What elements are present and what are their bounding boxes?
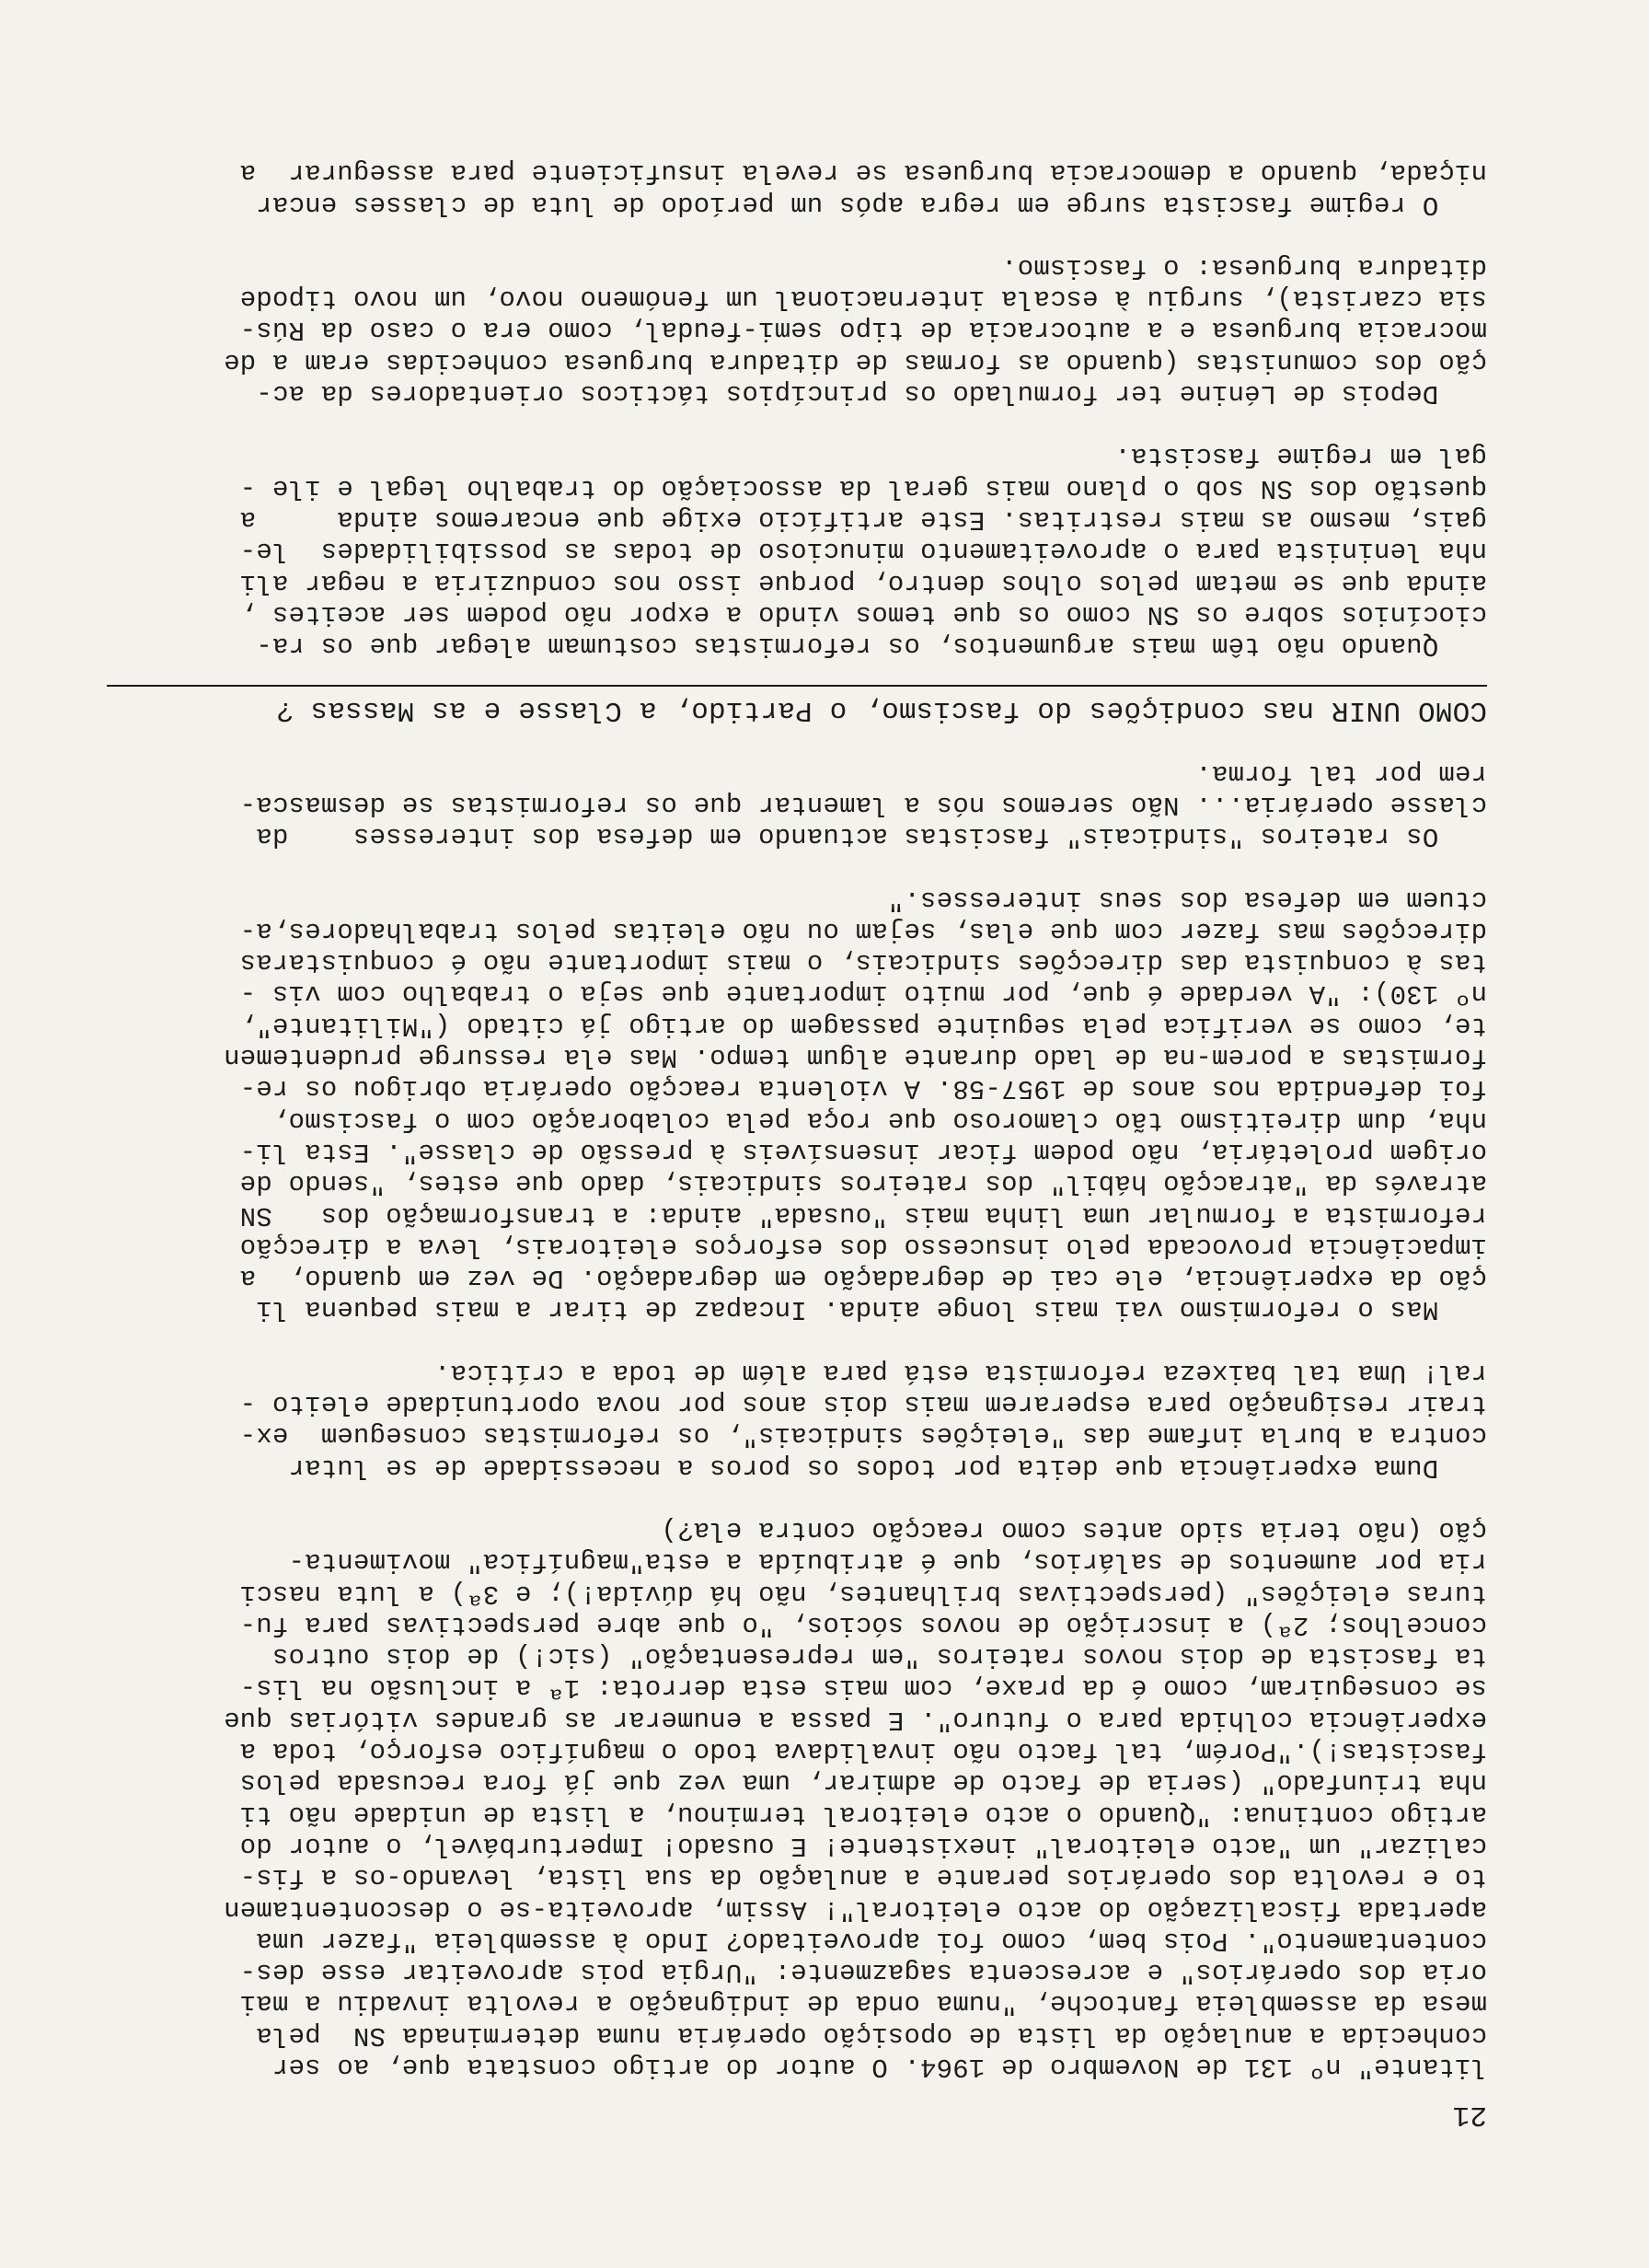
text-line: reformista a formular uma linha mais "ousada" ainda: a transformação dos SN bbox=[239, 1199, 1487, 1231]
typewritten-text bbox=[52, 125, 1487, 2130]
text-line: formistas a porem-na de lado durante algum tempo. Mas ela ressurge prudentemen bbox=[223, 1042, 1487, 1073]
text-line: nº 130): "A verdade é que, por muito importante que seja o trabalho com vis - bbox=[239, 978, 1487, 1010]
text-line: através da "atracção hábil" dos rateiros sindicais, dado que estes, "sendo de bbox=[239, 1168, 1487, 1199]
text-line: ctuem em defesa dos seus interesses." bbox=[887, 884, 1487, 915]
heading-underline bbox=[107, 685, 1487, 687]
text-line: foi defendida nos anos de 1957-58. A violenta reacção operária obrigou os re- bbox=[239, 1073, 1487, 1105]
text-line: impaciência provocada pelo insucesso dos esforços eleitorais, leva a direcção bbox=[239, 1231, 1487, 1262]
text-line: origem proletária, não podem ficar insensíveis à pressão de classe". Esta li- bbox=[239, 1136, 1487, 1167]
paragraph bbox=[52, 1514, 1487, 2082]
text-line: classe operária... Não seremos nós a lamentar que os reformistas se desmasca- bbox=[239, 790, 1487, 821]
paragraph bbox=[52, 1356, 1487, 1482]
text-line: ral! Uma tal baixeza reformista está para além de toda a crítica. bbox=[433, 1357, 1487, 1388]
text-line: mocracia burguesa e a autocracia de tipo semi-feudal, como era o caso da Rús- bbox=[239, 315, 1487, 346]
text-line: to e revolta dos operários perante a anulação da sua lista, levando-os a fis- bbox=[239, 1862, 1487, 1893]
paragraph bbox=[52, 251, 1487, 409]
text-line: direcções mas fazer com que elas, sejam ou não eleitas pelos trabalhadores,a- bbox=[239, 915, 1487, 946]
text-line: rem por tal forma. bbox=[1195, 758, 1487, 789]
paragraph-gap bbox=[52, 409, 1487, 440]
text-line: tas à conquista das direcções sindicais, o mais importante não é conquistaras bbox=[239, 947, 1487, 978]
text-line: fascistas!)."Porém, tal facto não invalidava todo o magnífico esforço, toda a bbox=[239, 1736, 1487, 1767]
text-line: Quando não têm mais argumentos, os reformistas costumam alegar que os ra- bbox=[256, 631, 1487, 662]
section-gap bbox=[52, 125, 1487, 156]
text-line: O regime fascista surge em regra após um período de luta de classes encar bbox=[256, 189, 1487, 220]
text-line: ção da experiência, ele cai de degradação em degradação. De vez em quando, a bbox=[239, 1263, 1487, 1294]
text-line: experiência colhida para o futuro". E passa a enumerar as grandes vitórias que bbox=[223, 1704, 1487, 1735]
text-line: ciocínios sobre os SN como os que temos vindo a expor não podem ser aceites , bbox=[239, 598, 1487, 630]
text-line: calizar" um "acto eleitoral" inexistente! E ousado! Imperturbável, o autor do bbox=[239, 1830, 1487, 1861]
text-line: sia czarista), surgiu à escala internacional um fenómeno novo, um novo tipode bbox=[239, 284, 1487, 315]
text-line: concelhos; 2ª) a inscrição de novos sócios, "o que abre perspectivas para fu- bbox=[239, 1609, 1487, 1640]
text-line: gais, mesmo as mais restritas. Este artifício exige que encaremos ainda a bbox=[239, 503, 1487, 535]
paragraph bbox=[52, 440, 1487, 661]
text-line: Mas o reformismo vai mais longe ainda. Incapaz de tirar a mais pequena li bbox=[256, 1294, 1487, 1325]
paragraph-gap bbox=[52, 1483, 1487, 1514]
text-line: ção (não teria sido antes como reacção contra ela?) bbox=[661, 1514, 1487, 1545]
text-line: questão dos SN sob o plano mais geral da associação do trabalho legal e ile - bbox=[239, 472, 1487, 503]
paragraph bbox=[52, 883, 1487, 1325]
paragraph-group-before-heading bbox=[52, 725, 1487, 2082]
text-line: te, como se verifica pela seguinte passagem do artigo já citado ("Militante", bbox=[239, 1010, 1487, 1041]
text-line: se conseguiram, como é da praxe, com mais esta derrota: 1ª a inclusão na lis- bbox=[239, 1672, 1487, 1704]
text-line: oria dos operários" e acrescenta sagazmente: "Urgia pois aproveitar esse des- bbox=[239, 1957, 1487, 1988]
paragraph bbox=[52, 757, 1487, 851]
text-line: ditadura burguesa: o fascismo. bbox=[1000, 251, 1487, 283]
text-line: contra a burla infame das "eleições sindicais", os reformistas conseguem ex- bbox=[239, 1420, 1487, 1452]
text-line: ta fascista de dois novos rateiros "em representação" (sic!) de dois outros bbox=[271, 1641, 1487, 1672]
text-line: nha leninista para o aproveitamento minucioso de todas as possibilidades le- bbox=[239, 536, 1487, 567]
text-line: nha, dum direitismo tão clamoroso que roça pela colaboração com o fascismo, bbox=[271, 1105, 1487, 1136]
paragraph bbox=[52, 156, 1487, 220]
text-line: Duma experiência que deita por todos os poros a necessidade de se lutar bbox=[288, 1452, 1487, 1483]
paragraph-gap bbox=[52, 220, 1487, 251]
text-line: apertada fiscalização do acto eleitoral"! Assim, aproveita-se o descontentamen bbox=[223, 1893, 1487, 1925]
text-line: ainda que se metam pelos olhos dentro, porque isso nos conduziria a negar ali bbox=[239, 567, 1487, 598]
text-line: artigo continua: "Quando o acto eleitoral terminou, a lista de unidade não ti bbox=[239, 1799, 1487, 1830]
text-line: litante" nº 131 de Novembro de 1964. O autor do artigo constata que, ao ser bbox=[271, 2052, 1487, 2082]
text-line: contentamento". Pois bem, como foi aproveitado? Indo à assembleia "fazer uma bbox=[256, 1925, 1487, 1956]
paragraph-group-after-heading bbox=[52, 125, 1487, 661]
text-line: niçada, quando a democracia burguesa se revela insuficiente para assegurar a bbox=[239, 157, 1487, 189]
text-line: conhecida a anulação da lista de oposição operária numa determinada SN pela bbox=[256, 2019, 1487, 2051]
section-gap bbox=[52, 725, 1487, 757]
text-line: gal em regime fascista. bbox=[1114, 441, 1487, 472]
text-line: ção dos comunistas (quando as formas de ditadura burguesa conhecidas eram a de bbox=[223, 346, 1487, 377]
paragraph-gap bbox=[52, 851, 1487, 883]
text-line: nha triunfado" (seria de facto de admirar, uma vez que já fora recusada pelos bbox=[239, 1767, 1487, 1799]
paragraph-gap bbox=[52, 1325, 1487, 1356]
section-heading: COMO UNIR nas condições do fascismo, o Partido, a Classe e as Massas ? bbox=[275, 694, 1487, 727]
text-line: Depois de Lénine ter formulado os princípios tácticos orientadores da ac- bbox=[256, 378, 1487, 410]
text-line: trair resignação para esperarem mais dois anos por nova oportunidade eleito - bbox=[239, 1389, 1487, 1420]
page-number: 21 bbox=[1452, 2099, 1487, 2131]
text-line: Os rateiros "sindicais" fascistas actuando em defesa dos interesses da bbox=[256, 821, 1487, 852]
text-line: ria por aumentos de salários, que é atribuída a esta"magnífica" movimenta- bbox=[288, 1546, 1487, 1578]
text-line: mesa da assembleia fantoche, "numa onda de indignação a revolta invadiu a mai bbox=[239, 1988, 1487, 2019]
text-line: turas eleições" (perspectivas brilhantes, não há dúvida!); e 3ª) a luta nasci bbox=[239, 1578, 1487, 1609]
